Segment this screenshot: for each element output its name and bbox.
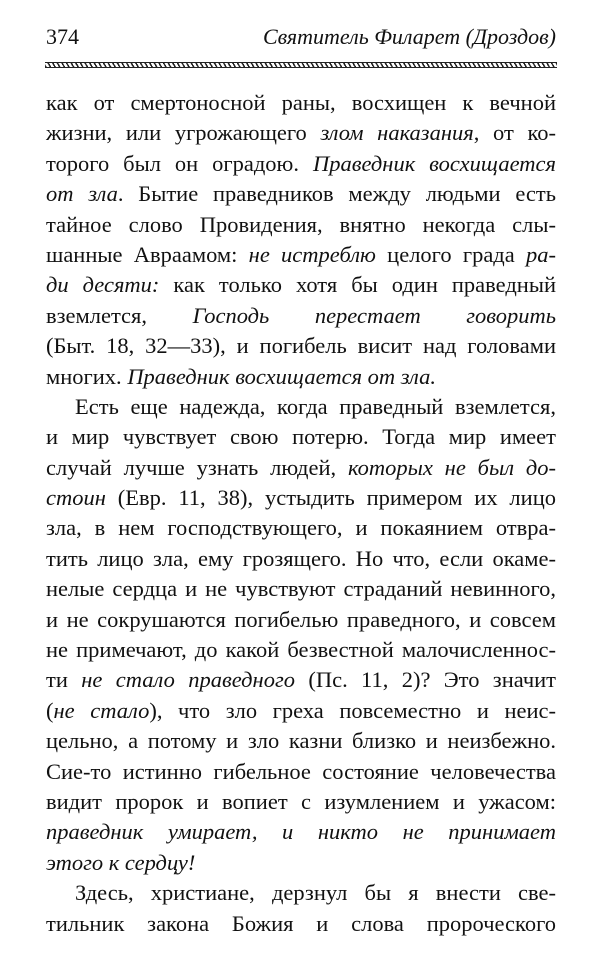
- text-line: [46, 696, 556, 726]
- text-run: видит пророк и вопиет с изумлением и ужасом:: [46, 788, 556, 814]
- text-run: ), что зло греха повсеместно и неис-: [149, 697, 556, 723]
- text-run: жизни, или угрожающего: [46, 120, 321, 146]
- text-line: [46, 726, 556, 756]
- italic-quote: праведник умирает, и никто не принимает: [46, 819, 556, 845]
- text-run: , от ко-: [473, 120, 556, 146]
- italic-quote: этого к сердцу!: [46, 849, 196, 875]
- italic-quote: Господь перестает говорить: [192, 302, 556, 328]
- page-number: 374: [46, 24, 79, 49]
- running-header: [46, 24, 556, 54]
- text-line: [46, 544, 556, 574]
- text-line: [46, 270, 556, 300]
- text-line: [46, 757, 556, 787]
- italic-quote: не истреблю: [248, 241, 376, 267]
- text-run: целого града: [375, 241, 526, 267]
- italic-quote: не стало праведного: [81, 667, 295, 693]
- text-line: [46, 453, 556, 483]
- text-run: (: [46, 697, 54, 723]
- italic-quote: Праведник восхищается: [312, 150, 556, 176]
- text-run: тайное слово Провидения, внятно некогда слы-: [46, 211, 556, 237]
- text-line: [46, 301, 556, 331]
- text-run: цельно, а потому и зло казни близко и неизбежно.: [46, 728, 556, 754]
- text-line: [46, 240, 556, 270]
- decorative-rule: [45, 62, 557, 68]
- text-line: [46, 210, 556, 240]
- text-line: [46, 179, 556, 209]
- text-line: [46, 848, 556, 878]
- text-line: [46, 817, 556, 847]
- running-title: Святитель Филарет (Дроздов): [262, 24, 556, 49]
- text-run: Есть еще надежда, когда праведный вземлется,: [75, 393, 556, 419]
- page-body: [46, 88, 556, 939]
- text-run: . Бытие праведников между людьми есть: [117, 181, 556, 207]
- text-run: как только хотя бы один праведный: [159, 272, 556, 298]
- text-run: и мир чувствует свою потерю. Тогда мир имеет: [46, 424, 556, 450]
- paragraph: [46, 878, 556, 939]
- text-line: [46, 605, 556, 635]
- italic-quote: от зла: [46, 181, 118, 207]
- text-line: [46, 878, 556, 908]
- italic-quote: стоин: [46, 485, 106, 511]
- text-line: [46, 422, 556, 452]
- paragraph: [46, 88, 556, 392]
- text-run: торого был он оградою.: [46, 150, 313, 176]
- text-run: (Быт. 18, 32—33), и погибель висит над головами: [46, 333, 556, 359]
- italic-quote: злом наказания: [320, 120, 474, 146]
- italic-quote: Праведник восхищается от зла.: [127, 363, 436, 389]
- text-line: [46, 635, 556, 665]
- text-run: случай лучше узнать людей,: [46, 454, 348, 480]
- text-run: (Евр. 11, 38), устыдить примером их лицо: [105, 485, 556, 511]
- text-run: многих.: [46, 363, 128, 389]
- text-line: [46, 513, 556, 543]
- text-run: ти: [46, 667, 82, 693]
- text-run: шанные Авраамом:: [46, 241, 249, 267]
- paragraph: [46, 392, 556, 878]
- text-line: [46, 118, 556, 148]
- text-run: (Пс. 11, 2)? Это значит: [294, 667, 557, 693]
- text-line: [46, 665, 556, 695]
- text-run: не примечают, до какой безвестной малочисленнос-: [46, 637, 556, 663]
- text-run: тить лицо зла, ему грозящего. Но что, если окаме-: [46, 545, 556, 571]
- text-line: [46, 909, 556, 939]
- text-run: вземлется,: [46, 302, 193, 328]
- text-line: [46, 787, 556, 817]
- italic-quote: ра-: [526, 241, 556, 267]
- text-line: [46, 149, 556, 179]
- text-run: тильник закона Божия и слова пророческого: [46, 910, 556, 936]
- text-run: как от смертоносной раны, восхищен к вечной: [46, 90, 556, 115]
- text-line: [46, 392, 556, 422]
- text-run: Сие-то истинно гибельное состояние человечества: [46, 758, 556, 784]
- text-run: нелые сердца и не чувствуют страданий невинного,: [46, 576, 556, 602]
- text-run: Здесь, христиане, дерзнул бы я внести све-: [75, 880, 556, 906]
- text-line: [46, 362, 556, 392]
- text-line: [46, 574, 556, 604]
- text-line: [46, 331, 556, 361]
- italic-quote: ди десяти:: [46, 272, 160, 298]
- italic-quote: которых не был до-: [347, 454, 557, 480]
- text-run: зла, в нем господствующего, и покаянием отвра-: [46, 515, 556, 541]
- text-line: [46, 88, 556, 118]
- italic-quote: не стало: [53, 697, 150, 723]
- text-line: [46, 483, 556, 513]
- text-run: и не сокрушаются погибелью праведного, и совсем: [46, 606, 556, 632]
